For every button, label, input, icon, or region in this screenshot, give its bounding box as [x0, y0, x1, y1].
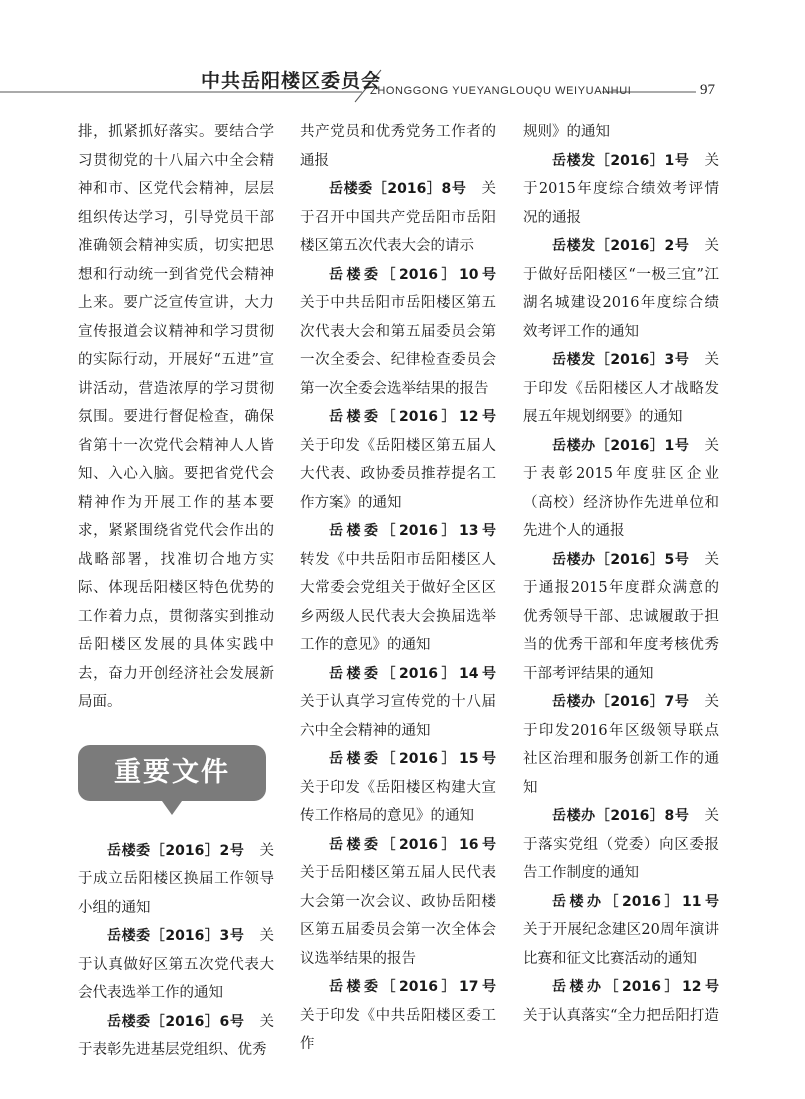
document-title: 关于成立岳阳楼区换届工作领导小组的通知	[78, 842, 274, 916]
document-code: 岳楼委［2016］17号	[329, 979, 496, 995]
document-title: 关于岳阳楼区第五届人民代表大会第一次会议、政协岳阳楼区第五届委员会第一次全体会议选举结果的报告	[300, 865, 496, 967]
document-code: 岳楼委［2016］10号	[329, 266, 496, 283]
banner-pointer	[162, 801, 182, 815]
column-2	[300, 118, 496, 1059]
document-entry	[300, 660, 496, 746]
document-code: 岳楼发［2016］2号	[552, 238, 690, 254]
document-code: 岳楼办［2016］1号	[552, 437, 690, 454]
header-title: 中共岳阳楼区委员会	[201, 70, 382, 92]
document-code: 岳楼发［2016］1号	[552, 152, 690, 169]
document-entry	[523, 232, 719, 346]
page-number: 97	[700, 82, 715, 98]
document-title: 关于做好岳阳楼区“一极三宜”江湖名城建设2016年度综合绩效考评工作的通知	[523, 238, 719, 340]
document-code: 岳楼委［2016］15号	[329, 751, 496, 767]
document-entry	[78, 922, 274, 1008]
continuation-text: 规则》的通知	[523, 124, 610, 140]
document-title: 关于表彰先进基层党组织、优秀	[78, 1013, 274, 1058]
document-code: 岳楼委［2016］3号	[107, 928, 245, 944]
document-entry	[300, 831, 496, 974]
document-code: 岳楼委［2016］2号	[107, 842, 245, 859]
document-entry	[523, 546, 719, 689]
continuation-text: 共产党员和优秀党务工作者的通报	[300, 124, 496, 169]
document-title: 转发《中共岳阳市岳阳楼区人大常委会党组关于做好全区区乡两级人民代表大会换届选举工作的意见》的通知	[300, 551, 496, 653]
document-code: 岳楼委［2016］16号	[329, 836, 496, 853]
document-entry	[300, 517, 496, 660]
section-banner	[78, 745, 266, 801]
header-pinyin: ZHONGGONG YUEYANGLOUQU WEIYUANHUI	[370, 85, 632, 97]
page-header	[0, 0, 805, 110]
document-code: 岳楼委［2016］8号	[329, 181, 467, 197]
document-title: 关于印发2016年区级领导联点社区治理和服务创新工作的通知	[523, 694, 719, 796]
document-entry	[300, 261, 496, 404]
document-title: 关于印发《岳阳楼区人才战略发展五年规划纲要》的通知	[523, 352, 719, 425]
document-title: 关于认真做好区第五次党代表大会代表选举工作的通知	[78, 928, 274, 1001]
document-title: 关于表彰2015年度驻区企业（高校）经济协作先进单位和先进个人的通报	[523, 437, 719, 539]
document-entry	[300, 175, 496, 261]
document-code: 岳楼办［2016］5号	[552, 551, 690, 568]
document-title: 关于通报2015年度群众满意的优秀领导干部、忠诚履敢于担当的优秀干部和年度考核优秀干部考评结果的通知	[523, 551, 719, 682]
document-title: 关于印发《岳阳楼区构建大宣传工作格局的意见》的通知	[300, 779, 496, 824]
document-entry	[78, 1008, 274, 1065]
document-entry	[523, 147, 719, 233]
document-code: 岳楼办［2016］12号	[552, 979, 719, 995]
document-code: 岳楼委［2016］14号	[329, 665, 496, 682]
document-code: 岳楼办［2016］8号	[552, 808, 690, 824]
document-title: 关于印发《中共岳阳楼区委工作	[300, 1007, 496, 1052]
document-title: 关于召开中国共产党岳阳市岳阳楼区第五次代表大会的请示	[300, 181, 496, 254]
document-entry	[300, 973, 496, 1059]
document-entry	[523, 802, 719, 888]
document-title: 关于落实党组（党委）向区委报告工作制度的通知	[523, 808, 719, 881]
document-code: 岳楼委［2016］13号	[329, 523, 496, 539]
document-title: 关于中共岳阳市岳阳楼区第五次代表大会和第五届委员会第一次全委会、纪律检查委员会第一次全委会选举结果的报告	[300, 295, 496, 397]
document-entry	[78, 837, 274, 923]
column-1	[78, 118, 274, 1065]
document-entry	[300, 403, 496, 517]
document-title: 关于开展纪念建区20周年演讲比赛和征文比赛活动的通知	[523, 922, 719, 967]
document-entry	[523, 432, 719, 546]
document-code: 岳楼办［2016］7号	[552, 694, 690, 710]
document-code: 岳楼办［2016］11号	[552, 893, 719, 910]
document-entry	[523, 346, 719, 432]
document-code: 岳楼发［2016］3号	[552, 352, 690, 368]
document-title: 关于2015年度综合绩效考评情况的通报	[523, 152, 719, 226]
document-title: 关于认真落实“全力把岳阳打造	[523, 1007, 719, 1024]
document-entry	[300, 745, 496, 831]
document-title: 关于印发《岳阳楼区第五届人大代表、政协委员推荐提名工作方案》的通知	[300, 437, 496, 511]
column-3	[523, 118, 719, 1030]
intro-paragraph: 排，抓紧抓好落实。要结合学习贯彻党的十八届六中全会精神和市、区党代会精神，层层组织传达学习，引导党员干部准确领会精神实质，切实把思想和行动统一到省党代会精神上来。要广泛宣传宣讲，大力宣传报道会议精神和学习贯彻的实际行动，开展好“五进”宣讲活动，营造浓厚的学习贯彻氛围。要进行督促检查，确保省第十一次党代会精神人人皆知、入心入脑。要把省党代会精神作为开展工作的基本要求，紧紧围绕省党代会作出的战略部署，找准切合地方实际、体现岳阳楼区特色优势的工作着力点，贯彻落实到推动岳阳楼区发展的具体实践中去，奋力开创经济社会发展新局面。	[78, 124, 274, 710]
document-entry	[523, 888, 719, 974]
document-code: 岳楼委［2016］12号	[329, 409, 496, 425]
document-code: 岳楼委［2016］6号	[107, 1013, 245, 1030]
document-title: 关于认真学习宣传党的十八届六中全会精神的通知	[300, 694, 496, 739]
section-title: 重要文件	[114, 756, 230, 788]
document-entry	[523, 688, 719, 802]
document-entry	[523, 973, 719, 1030]
